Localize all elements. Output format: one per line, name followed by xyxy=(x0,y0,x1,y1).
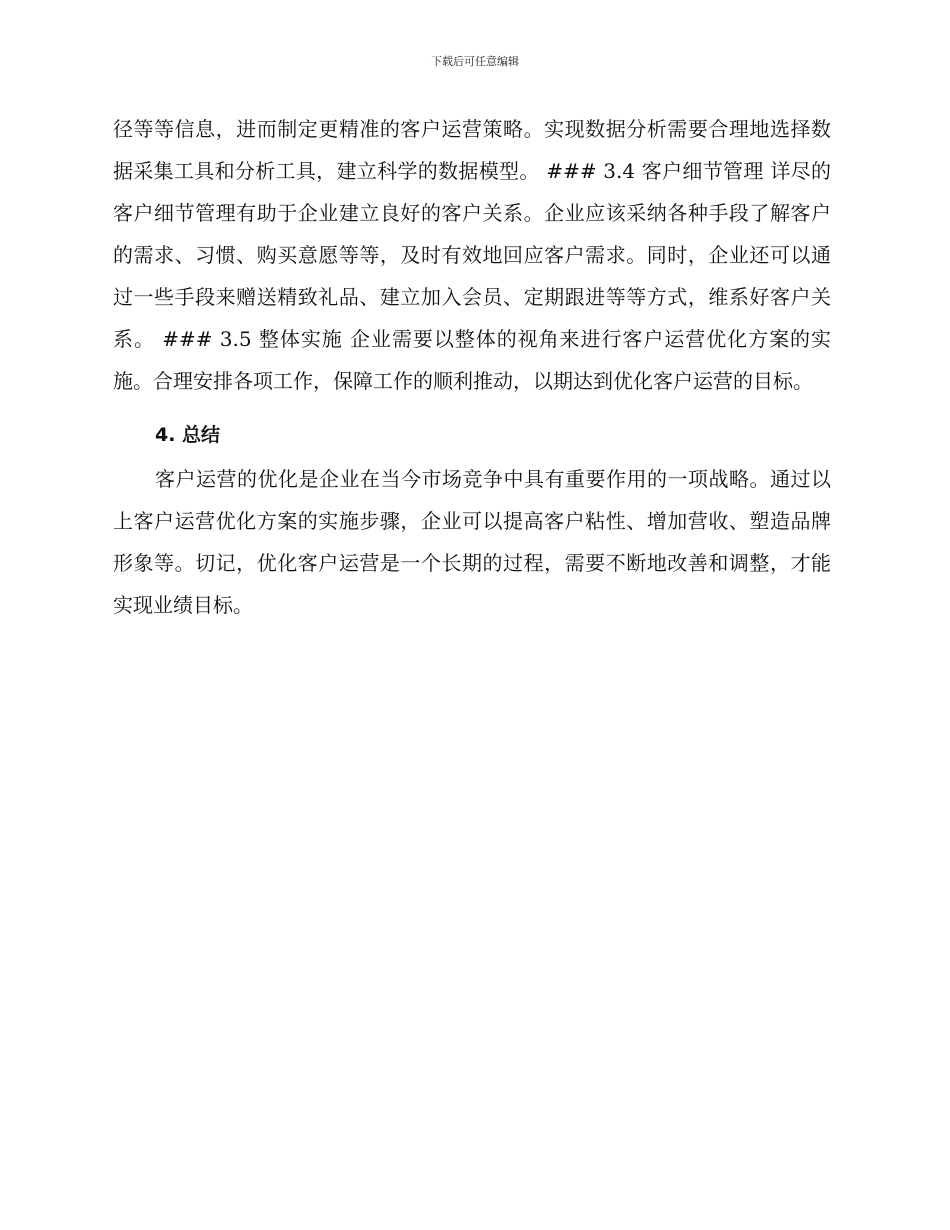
body-paragraph-summary: 客户运营的优化是企业在当今市场竞争中具有重要作用的一项战略。通过以上客户运营优化方案的实施步骤，企业可以提高客户粘性、增加营收、塑造品牌形象等。切记，优化客户运营是一个长期的过程，需要不断地改善和调整，才能实现业绩目标。 xyxy=(113,467,831,617)
page-header: 下载后可任意编辑 xyxy=(431,55,519,68)
section-heading-summary: 4. 总结 xyxy=(155,424,221,446)
document-body xyxy=(113,108,831,626)
body-paragraph-continuation: 径等等信息，进而制定更精准的客户运营策略。实现数据分析需要合理地选择数据采集工具和分析工具，建立科学的数据模型。 ### 3.4 客户细节管理 详尽的客户细节管理有助于企业建立良好的客户关系。企业应该采纳各种手段了解客户的需求、习惯、购买意愿等等，及时有效地回应客户需求。同时，企业还可以通过一些手段来赠送精致礼品、建立加入会员、定期跟进等等方式，维系好客户关系。 ### 3.5 整体实施 企业需要以整体的视角来进行客户运营优化方案的实施。合理安排各项工作，保障工作的顺利推动，以期达到优化客户运营的目标。 xyxy=(113,117,831,393)
